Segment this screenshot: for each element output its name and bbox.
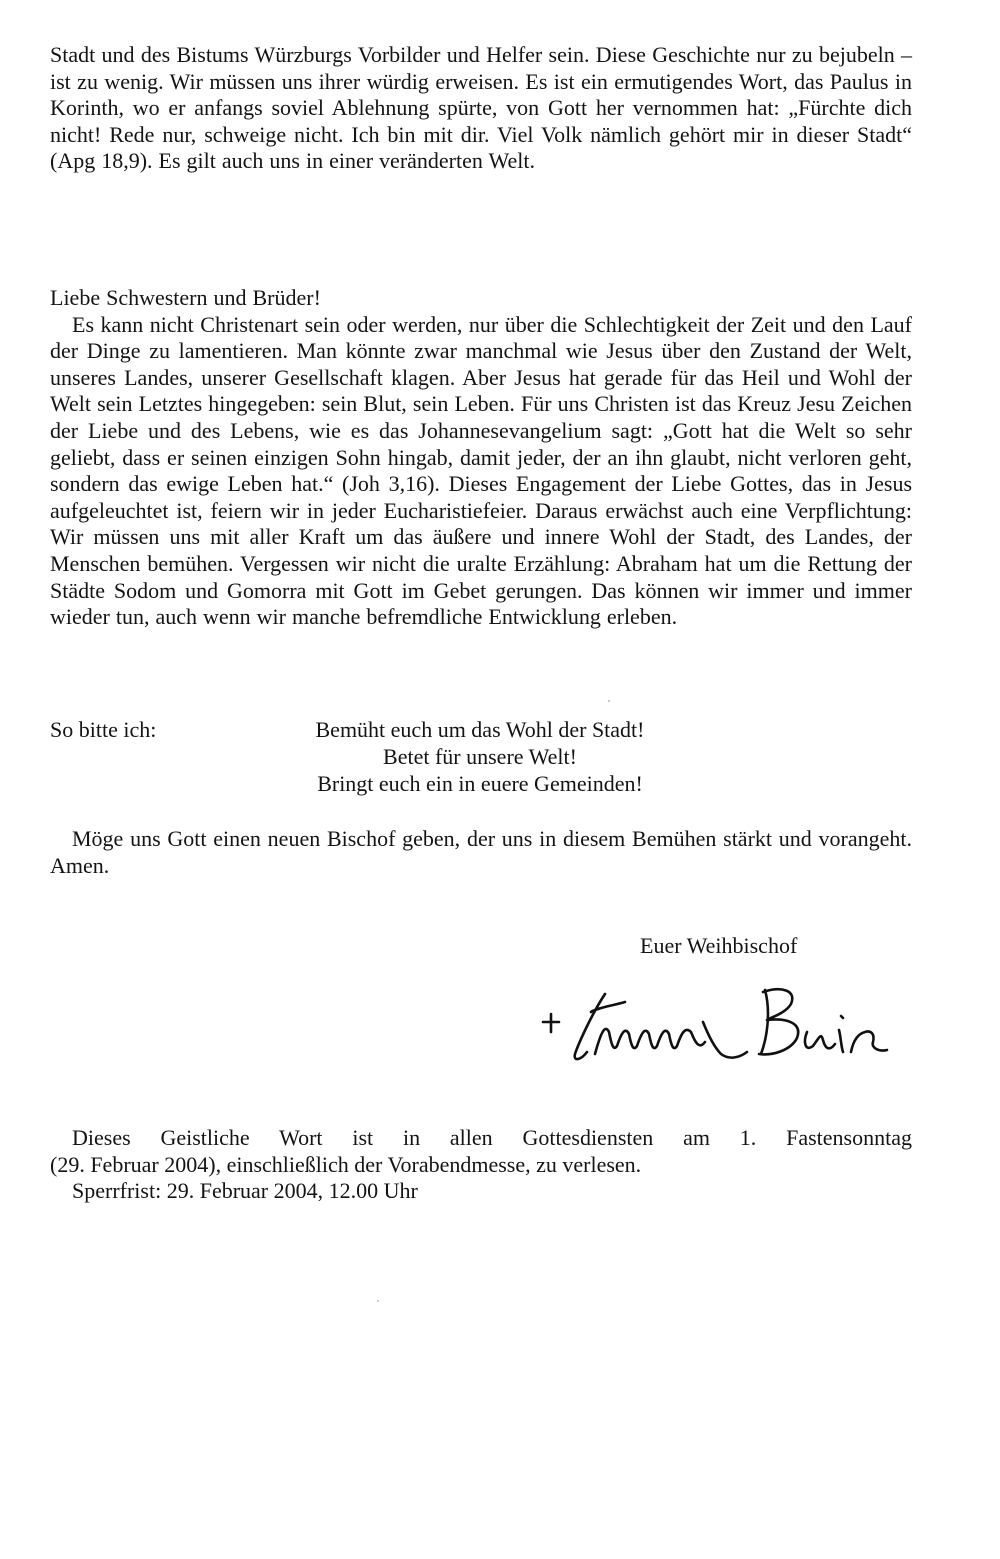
handwritten-signature <box>535 972 915 1072</box>
closing-paragraph: Möge uns Gott einen neuen Bischof geben, der uns in diesem Bemühen stärkt und vorangeht. Amen. <box>50 826 912 878</box>
plea-label: So bitte ich: <box>50 717 157 742</box>
intro-paragraph: Stadt und des Bistums Würzburgs Vorbilder und Helfer sein. Diese Geschichte nur zu bejubeln – ist zu wenig. Wir müssen uns ihrer würdig erweisen. Es ist ein ermutigendes Wort, das Paulus in Korinth, wo er anfangs soviel Ablehnung spürte, von Gott her vernommen hat: „Fürchte dich nicht! Rede nur, schweige nicht. Ich bin mit dir. Viel Volk nämlich gehört mir in dieser Stadt“ (Apg 18,9). Es gilt auch uns in einer veränderten Welt. <box>50 42 912 174</box>
footnote-line-2: (29. Februar 2004), einschließlich der Vorabendmesse, zu verlesen. <box>50 1151 642 1177</box>
reading-instruction <box>50 1125 912 1205</box>
main-paragraph: Es kann nicht Christenart sein oder werden, nur über die Schlechtigkeit der Zeit und den Lauf der Dinge zu lamentieren. Man könnte zwar manchmal wie Jesus über den Zustand der Welt, unseres Landes, unserer Gesellschaft klagen. Aber Jesus hat gerade für das Heil und Wohl der Welt sein Letztes hingegeben: sein Blut, sein Leben. Für uns Christen ist das Kreuz Jesu Zeichen der Liebe und des Lebens, wie es das Johannesevangelium sagt: „Gott hat die Welt so sehr geliebt, dass er seinen einzigen Sohn hingab, damit jeder, der an ihn glaubt, nicht verloren geht, sondern das ewige Leben hat.“ (Joh 3,16). Dieses Engagement der Liebe Gottes, das in Jesus aufgeleuchtet ist, feiern wir in jeder Eucharistiefeier. Daraus erwächst auch eine Verpflichtung: Wir müssen uns mit aller Kraft um das äußere und innere Wohl der Stadt, des Landes, der Menschen bemühen. Vergessen wir nicht die uralte Erzählung: Abraham hat um die Rettung der Städte Sodom und Gomorra mit Gott im Gebet gerungen. Das können wir immer und immer wieder tun, auch wenn wir manche befremdliche Entwicklung erleben. <box>50 311 912 630</box>
footnote-line-1: Dieses Geistliche Wort ist in allen Gottesdiensten am 1. Fastensonntag <box>72 1125 912 1150</box>
scan-speck <box>608 700 610 702</box>
main-section <box>50 285 912 631</box>
embargo-notice: Sperrfrist: 29. Februar 2004, 12.00 Uhr <box>72 1178 418 1204</box>
plea-line-2: Betet für unsere Welt! <box>383 744 577 769</box>
scan-speck <box>377 1300 379 1302</box>
plea-line-1: Bemüht euch um das Wohl der Stadt! <box>315 717 645 742</box>
signature-title: Euer Weihbischof <box>640 933 798 958</box>
salutation: Liebe Schwestern und Brüder! <box>50 285 321 310</box>
plea-list <box>250 716 710 797</box>
plea-line-3: Bringt euch ein in euere Gemeinden! <box>317 771 643 796</box>
